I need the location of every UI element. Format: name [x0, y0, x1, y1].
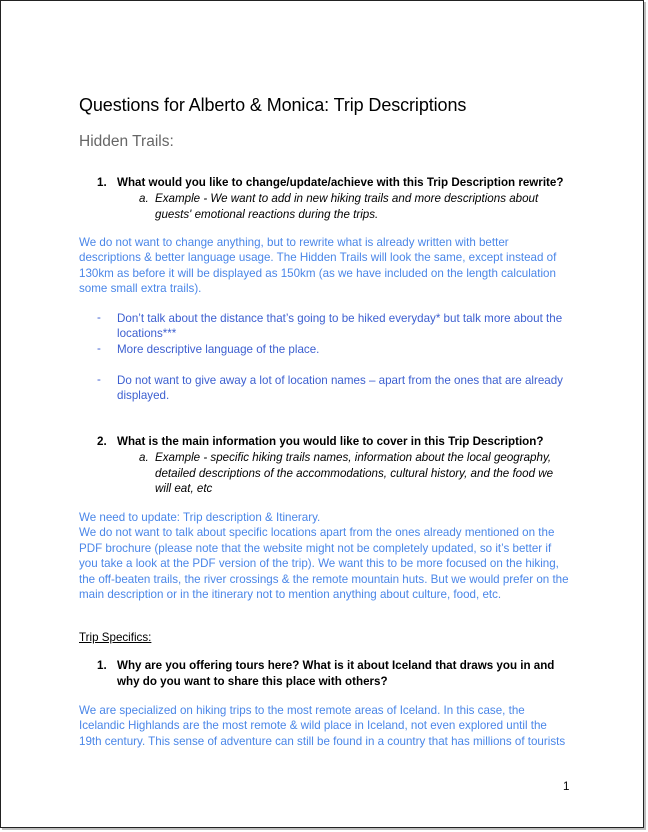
example-line: guests' emotional reactions during the trips.: [155, 207, 379, 221]
bullet-item: [117, 342, 319, 357]
answer-line: some small extra trails).: [79, 282, 202, 296]
answer-line: main description or in the itinerary not to mention anything about culture, food, etc.: [79, 588, 502, 602]
bullet-line: More descriptive language of the place.: [117, 343, 320, 356]
answer-line: We need to update: Trip description & Itinerary.: [79, 511, 321, 524]
bullet-dash: -: [97, 311, 101, 324]
section-heading-trip-specifics: Trip Specifics:: [79, 631, 152, 644]
question-2-example-marker: a.: [139, 451, 149, 464]
question-1-number: 1.: [97, 176, 107, 189]
example-line: detailed descriptions of the accommodations, cultural history, and the food we: [155, 466, 554, 480]
answer-line: PDF brochure (please note that the website might not be completely updated, so it’s better if: [79, 541, 552, 555]
document-title: Questions for Alberto & Monica: Trip Descriptions: [79, 95, 467, 115]
bullet-dash: -: [97, 373, 101, 386]
question-1-example: [155, 191, 538, 222]
answer-line: you take a look at the PDF version of the trip). We want this to be more focused on the hiking,: [79, 557, 559, 571]
answer-line: descriptions & better language usage. The Hidden Trails will look the same, except instead of: [79, 251, 557, 265]
bullet-line: locations***: [117, 327, 177, 341]
trip-specifics-question-1-answer: [79, 703, 565, 749]
bullet-line: displayed.: [117, 389, 170, 403]
question-2-answer: [79, 510, 569, 602]
question-2-text: What is the main information you would like to cover in this Trip Description?: [117, 435, 544, 448]
bullet-item: [117, 311, 562, 342]
bullet-line: Do not want to give away a lot of location names – apart from the ones that are already: [117, 374, 563, 387]
trip-specifics-question-1-number: 1.: [97, 659, 107, 672]
example-line: Example - We want to add in new hiking trails and more descriptions about: [155, 192, 539, 205]
answer-line: Icelandic Highlands are the most remote & wild place in Iceland, not even explored until the: [79, 719, 547, 733]
answer-line: 130km as before it will be displayed as 150km (as we have included on the length calculation: [79, 266, 556, 280]
example-line: will eat, etc: [155, 482, 213, 495]
bullet-dash: -: [97, 342, 101, 355]
page-number: 1: [563, 780, 570, 793]
question-line: why do you want to share this place with others?: [117, 674, 388, 688]
section-subtitle-hidden-trails: Hidden Trails:: [79, 133, 174, 150]
answer-line: We do not want to talk about specific locations apart from the ones already mentioned on the: [79, 526, 555, 540]
question-1-example-marker: a.: [139, 192, 149, 205]
answer-line: We are specialized on hiking trips to the most remote areas of Iceland. In this case, the: [79, 704, 525, 717]
question-2-example: [155, 450, 553, 497]
question-line: Why are you offering tours here? What is it about Iceland that draws you in and: [117, 659, 555, 672]
answer-line: 19th century. This sense of adventure can still be found in a country that has millions of tourists: [79, 734, 566, 748]
question-1-answer: [79, 235, 556, 297]
answer-line: the off-beaten trails, the river crossings & the remote mountain huts. But we would prefer on the: [79, 572, 569, 586]
example-line: Example - specific hiking trails names, information about the local geography,: [155, 451, 552, 464]
bullet-line: Don’t talk about the distance that’s going to be hiked everyday* but talk more about the: [117, 312, 563, 325]
answer-line: We do not want to change anything, but to rewrite what is already written with better: [79, 236, 509, 249]
question-1-text: What would you like to change/update/achieve with this Trip Description rewrite?: [117, 176, 564, 189]
bullet-item: [117, 373, 563, 404]
trip-specifics-question-1-text: [117, 658, 554, 689]
question-2-number: 2.: [97, 435, 107, 448]
